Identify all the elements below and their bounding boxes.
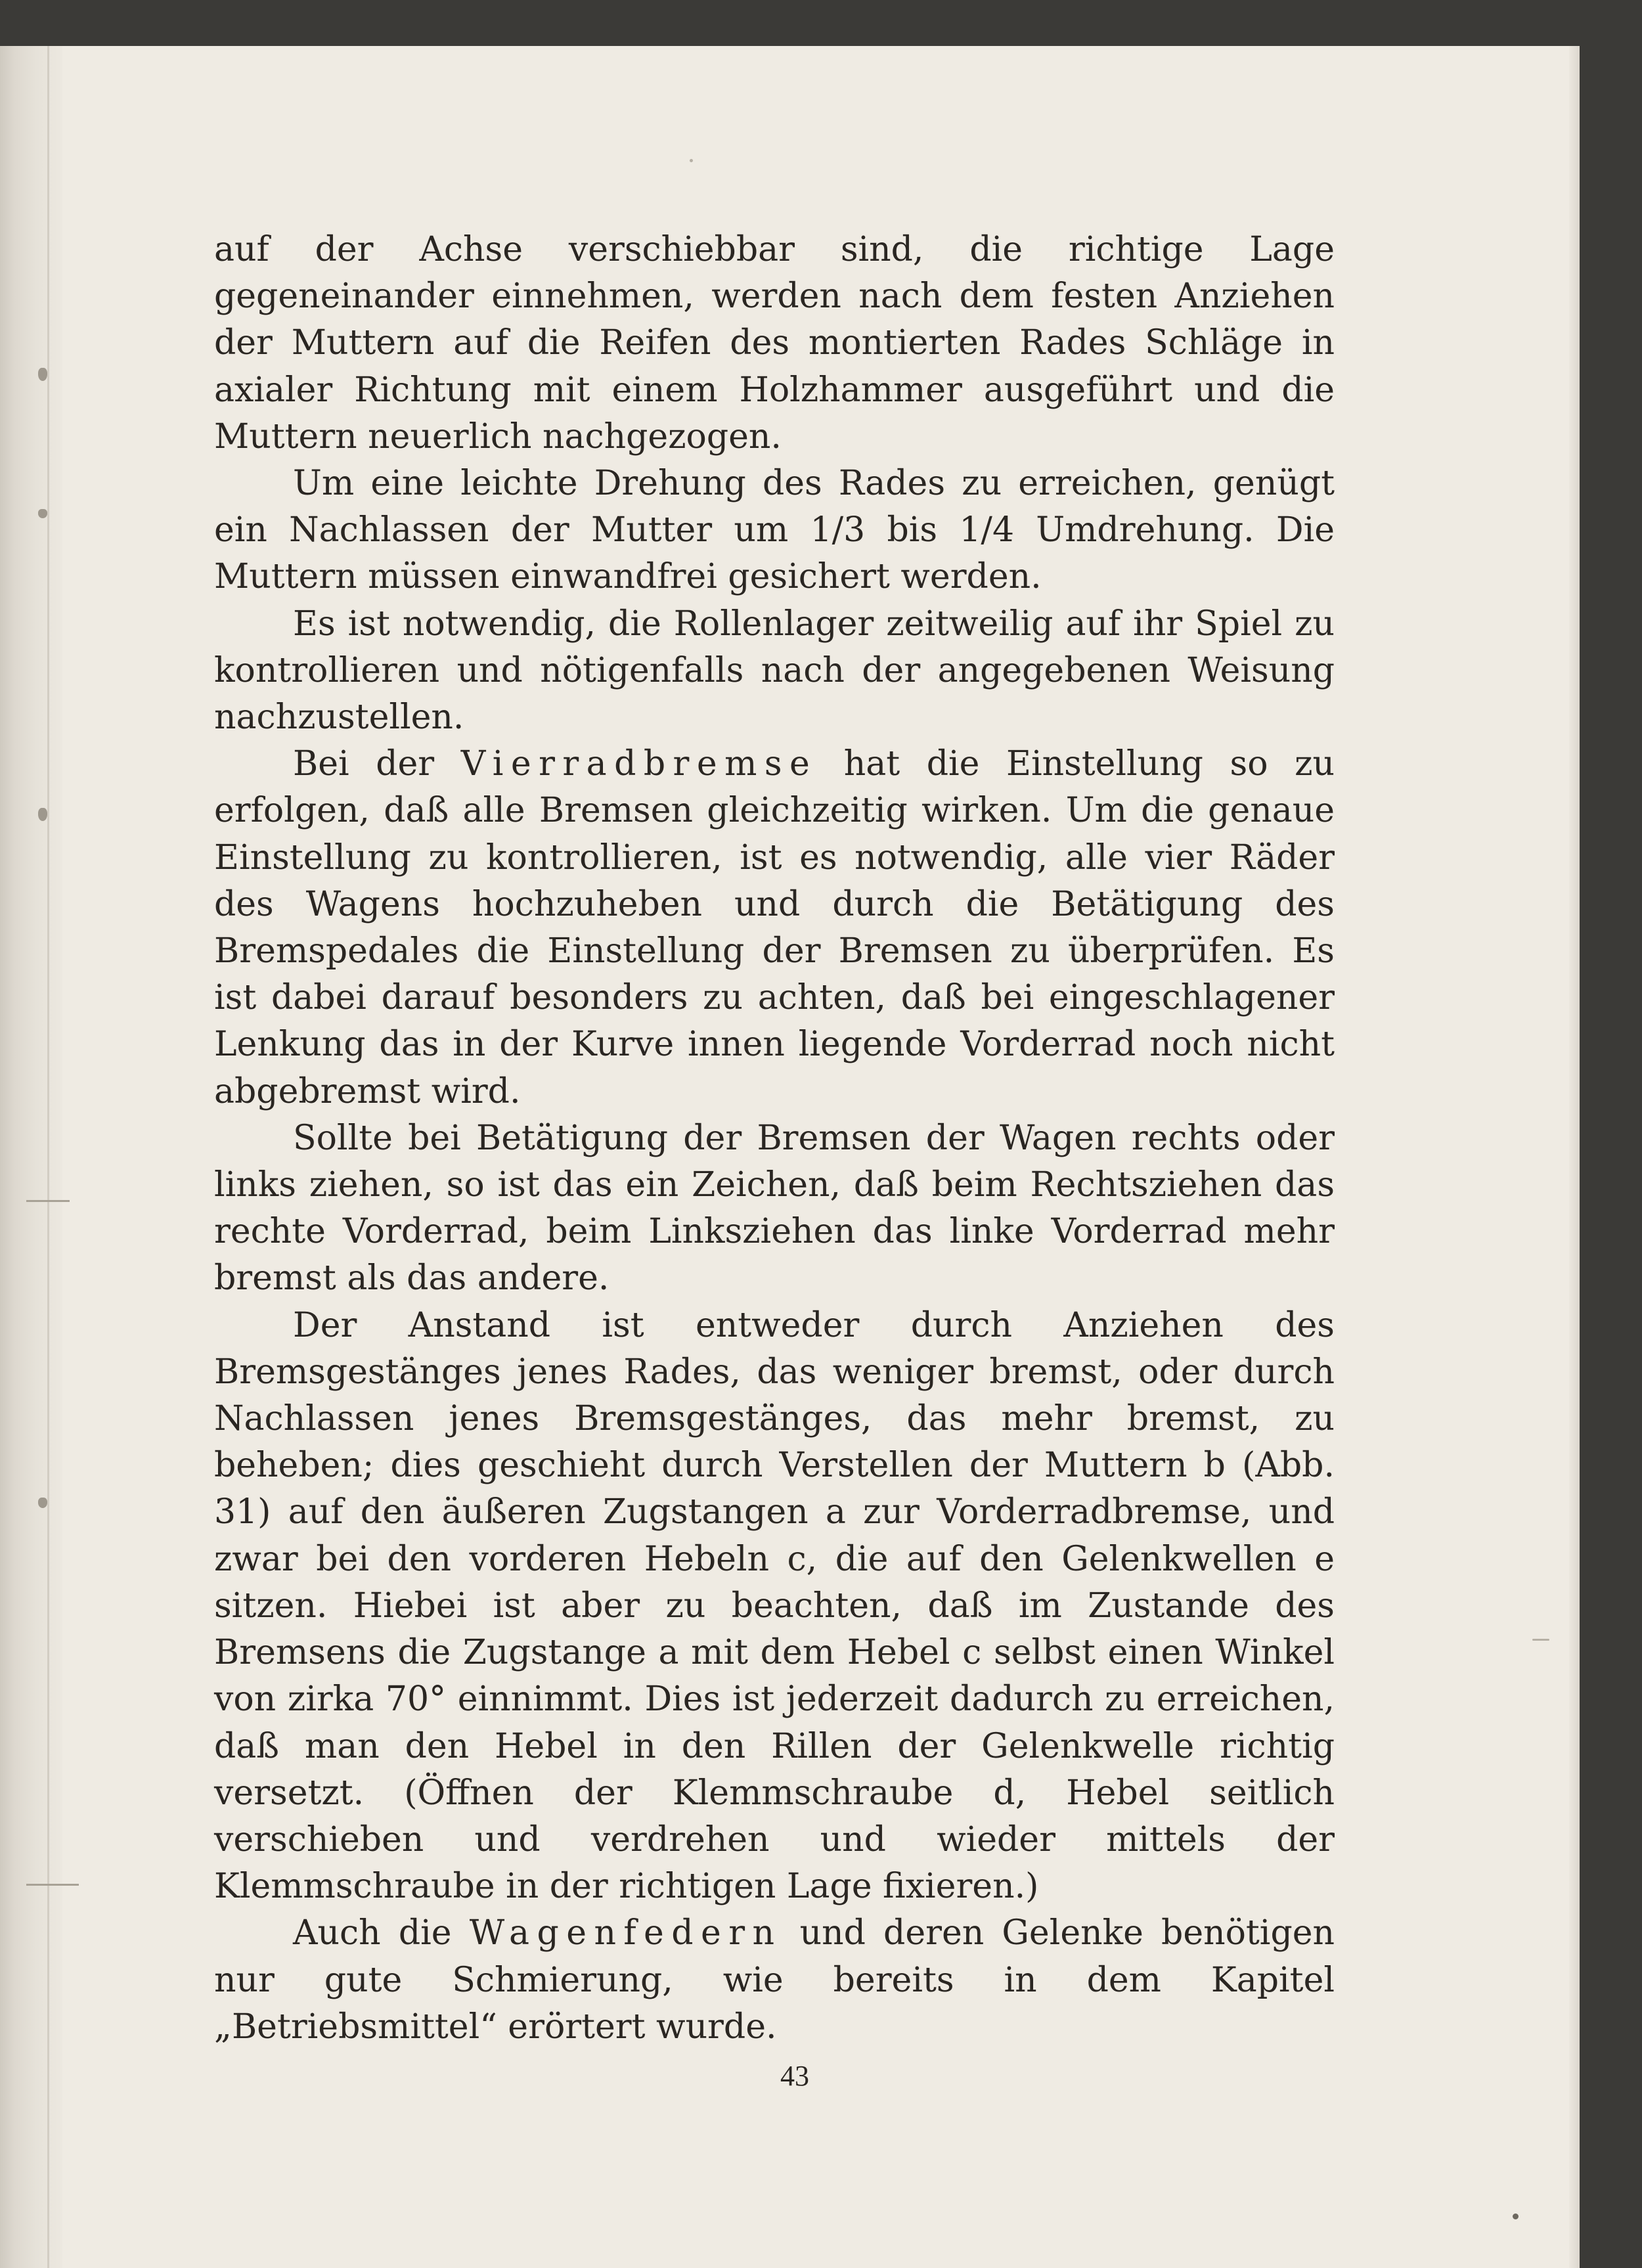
paper-speck — [1532, 1639, 1549, 1641]
paragraph-text: hat die Einstellung so zu erfolgen, daß alle Bremsen gleichzeitig wirken. Um die genaue Einstellung zu kontrollieren, ist es notwendig, alle vier Räder des Wagens hochzuheben und durch die Betätigung des Bremspedales die Einstellung der Bremsen zu überprüfen. Es ist dabei darauf besonders zu achten, daß bei eingeschlagener Lenkung das in der Kurve innen liegende Vorderrad noch nicht abgebremst wird. — [214, 744, 1335, 1111]
gutter-line — [47, 46, 49, 2268]
binding-thread — [26, 1884, 79, 1886]
binding-stitch — [38, 1498, 47, 1508]
page-edge — [1569, 46, 1580, 2268]
book-page — [0, 46, 1580, 2268]
binding-stitch — [38, 509, 47, 518]
body-text — [214, 227, 1335, 2051]
paper-speck — [1513, 2213, 1519, 2219]
paragraph — [214, 460, 1335, 601]
spaced-emphasis-text: Vierradbremse — [460, 744, 818, 784]
binding-stitch — [38, 808, 47, 821]
paragraph-text: Sollte bei Betätigung der Bremsen der Wagen rechts oder links ziehen, so ist das ein Zeichen, daß beim Rechtsziehen das rechte Vorderrad, beim Linksziehen das linke Vorderrad mehr bremst als das andere. — [214, 1118, 1335, 1299]
paragraph-text: Der Anstand ist entweder durch Anziehen des Bremsgestänges jenes Rades, das weniger bremst, oder durch Nachlassen jenes Bremsgestänges, das mehr bremst, zu beheben; dies geschieht durch Verstellen der Muttern b (Abb. 31) auf den äußeren Zugstangen a zur Vorderradbremse, und zwar bei den vorderen Hebeln c, die auf den Gelenkwellen e sitzen. Hiebei ist aber zu beachten, daß im Zustande des Bremsens die Zugstange a mit dem Hebel c selbst einen Winkel von zirka 70° einnimmt. Dies ist jederzeit dadurch zu erreichen, daß man den Hebel in den Rillen der Gelenkwelle richtig versetzt. (Öffnen der Klemmschraube d, Hebel seitlich verschieben und verdrehen und wieder mittels der Klemmschraube in der richtigen Lage fixieren.) — [214, 1305, 1335, 1907]
binding-thread — [26, 1200, 70, 1202]
paragraph — [214, 227, 1335, 460]
spaced-emphasis-text: Wagenfedern — [469, 1913, 782, 1953]
paragraph — [214, 741, 1335, 1115]
page-number: 43 — [780, 2060, 809, 2092]
paper-speck — [690, 159, 693, 162]
paragraph — [214, 1302, 1335, 1911]
paragraph — [214, 1115, 1335, 1302]
paragraph-text: Es ist notwendig, die Rollenlager zeitweilig auf ihr Spiel zu kontrollieren und nötigenfalls nach der angegebenen Weisung nachzustellen. — [214, 604, 1335, 738]
paragraph-text: Auch die — [293, 1913, 470, 1953]
gutter-shadow — [0, 46, 62, 2268]
paragraph — [214, 601, 1335, 742]
binding-stitch — [38, 368, 47, 381]
paragraph-text: Bei der — [293, 744, 461, 784]
paragraph-text: auf der Achse verschiebbar sind, die richtige Lage gegeneinander einnehmen, werden nach dem festen Anziehen der Muttern auf die Reifen des montierten Rades Schläge in axialer Richtung mit einem Holzhammer ausgeführt und die Muttern neuerlich nachgezogen. — [214, 230, 1335, 456]
paragraph-text: Um eine leichte Drehung des Rades zu erreichen, genügt ein Nachlassen der Mutter um 1/3 bis 1/4 Umdrehung. Die Muttern müssen einwandfrei gesichert werden. — [214, 464, 1335, 597]
paragraph-text: und deren Gelenke benötigen nur gute Schmierung, wie bereits in dem Kapitel „Betriebsmittel“ erörtert wurde. — [214, 1913, 1335, 2047]
paragraph — [214, 1910, 1335, 2051]
